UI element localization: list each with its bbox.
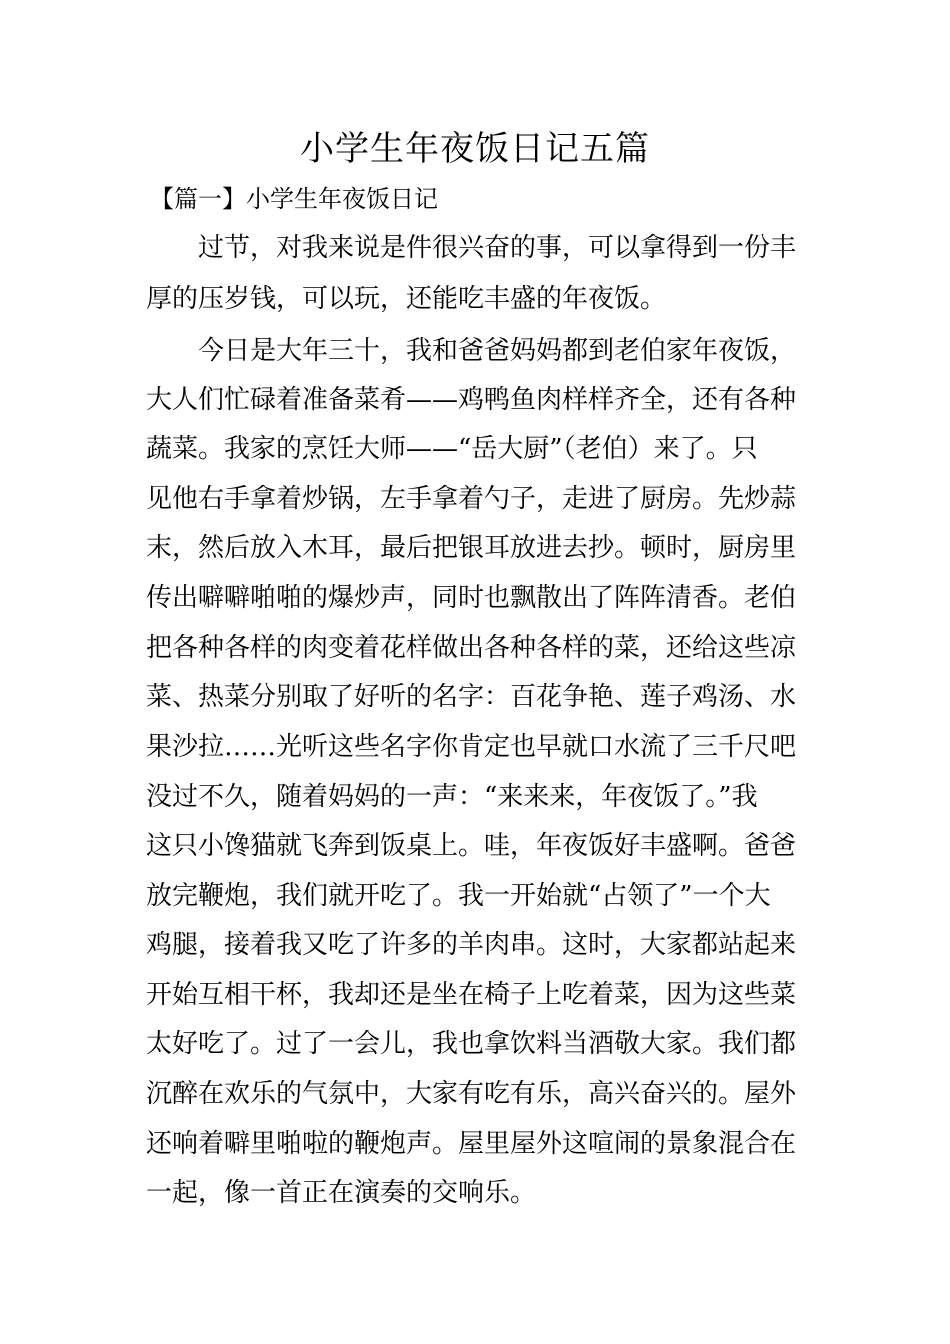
- paragraph-line: 厚的压岁钱，可以玩，还能吃丰盛的年夜饭。: [146, 284, 667, 314]
- paragraph-line: 大人们忙碌着准备菜肴——鸡鸭鱼肉样样齐全，还有各种: [146, 385, 797, 415]
- paragraph-line: 过节，对我来说是件很兴奋的事，可以拿得到一份丰: [198, 233, 797, 263]
- paragraph-line: 鸡腿，接着我又吃了许多的羊肉串。这时，大家都站起来: [146, 930, 797, 960]
- paragraph-line: 见他右手拿着炒锅，左手拿着勺子，走进了厨房。先炒蒜: [146, 484, 797, 514]
- paragraph-line: 还响着噼里啪啦的鞭炮声。屋里屋外这喧闹的景象混合在: [146, 1129, 797, 1159]
- paragraph-line: 开始互相干杯，我却还是坐在椅子上吃着菜，因为这些菜: [146, 980, 797, 1010]
- paragraph-line: 传出噼噼啪啪的爆炒声，同时也飘散出了阵阵清香。老伯: [146, 583, 797, 613]
- paragraph-line: 蔬菜。我家的烹饪大师——“岳大厨”（老伯）来了。只: [146, 434, 758, 464]
- paragraph-line: 没过不久，随着妈妈的一声：“来来来，年夜饭了。”我: [146, 782, 758, 812]
- paragraph-line: 今日是大年三十，我和爸爸妈妈都到老伯家年夜饭，: [198, 336, 797, 366]
- section-heading: 【篇一】小学生年夜饭日记: [150, 185, 438, 213]
- paragraph-line: 沉醉在欢乐的气氛中，大家有吃有乐，高兴奋兴的。屋外: [146, 1079, 797, 1109]
- paragraph-line: 末，然后放入木耳，最后把银耳放进去抄。顿时，厨房里: [146, 533, 797, 563]
- paragraph-line: 把各种各样的肉变着花样做出各种各样的菜，还给这些凉: [146, 633, 797, 663]
- paragraph-line: 一起，像一首正在演奏的交响乐。: [146, 1178, 537, 1208]
- paragraph-line: 菜、热菜分别取了好听的名字：百花争艳、莲子鸡汤、水: [146, 682, 797, 712]
- paragraph-line: 果沙拉……光听这些名字你肯定也早就口水流了三千尺吧: [146, 732, 797, 762]
- document-title: 小学生年夜饭日记五篇: [300, 129, 650, 169]
- paragraph-line: 放完鞭炮，我们就开吃了。我一开始就“占领了”一个大: [146, 881, 771, 911]
- paragraph-line: 这只小馋猫就飞奔到饭桌上。哇，年夜饭好丰盛啊。爸爸: [146, 831, 797, 861]
- paragraph-line: 太好吃了。过了一会儿，我也拿饮料当酒敬大家。我们都: [146, 1029, 797, 1059]
